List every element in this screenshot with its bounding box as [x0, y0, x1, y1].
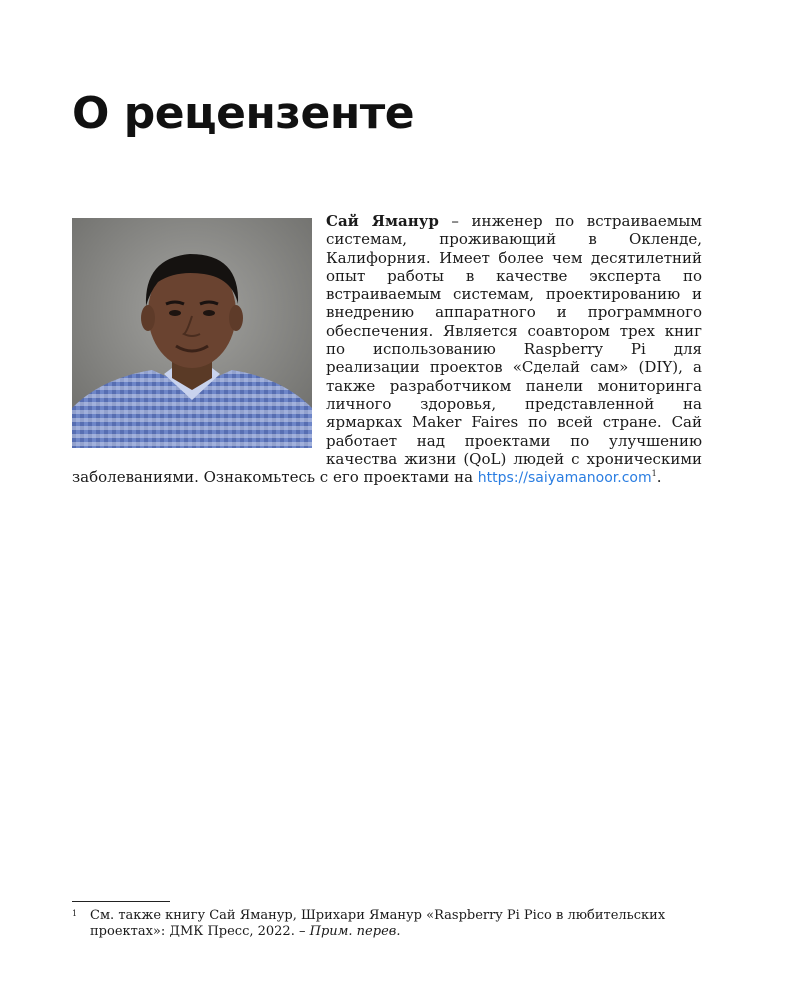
- photo-wrap-space: [72, 212, 326, 462]
- bio-text: – инженер по встраиваемым системам, проживающий в Окленде, Калифорния. Имеет более чем десятилетний опыт работы в качестве эксперта по встраиваемым системам, проектированию и внедрению аппаратного и программного обеспечения. Является соавтором трех книг по использованию Raspberry Pi для реализации проектов «Сделай сам» (DIY), а также разработчиком панели мониторинга личного здоровья, представленной на ярмарках Maker Faires по всей стране. Сай работает над проектами по улучшению качества жизни (QoL) людей с хроническими заболеваниями. Ознакомьтесь с его проектами на: [72, 212, 702, 487]
- footnote-ref: 1: [651, 469, 657, 479]
- page-title: О рецензенте: [72, 88, 415, 139]
- footnote: [72, 908, 702, 940]
- bio-text-end: .: [656, 468, 662, 487]
- footnote-note: Прим. перев.: [309, 924, 401, 939]
- website-link[interactable]: https://saiyamanoor.com: [477, 470, 652, 487]
- footnote-text: См. также книгу Сай Яманур, Шрихари Яманур «Raspberry Pi Pico в любительских проектах»: ДМК Пресс, 2022. –: [90, 908, 666, 939]
- footnote-text-wrap: [90, 908, 702, 940]
- reviewer-name: Сай Яманур: [326, 212, 439, 230]
- footnote-divider: [72, 901, 170, 902]
- footnote-number: 1: [72, 909, 78, 918]
- reviewer-bio: [72, 212, 702, 487]
